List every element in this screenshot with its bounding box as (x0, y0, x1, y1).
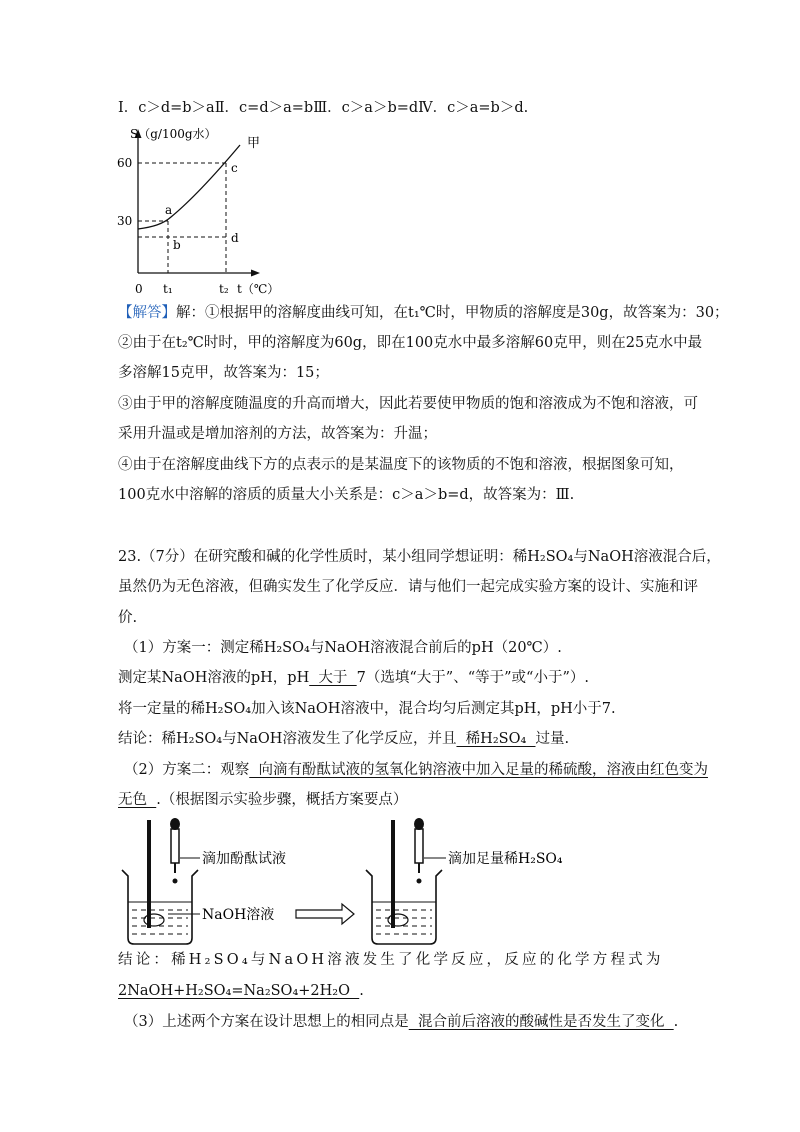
answer-blank-excess: 稀H₂SO₄ (456, 731, 536, 747)
q23-part1-mix: 将一定量的稀H₂SO₄加入该NaOH溶液中，混合均匀后测定其pH，pH小于7. (118, 701, 616, 717)
tick-t2: t₂ (219, 282, 229, 296)
answer-line-2: ②由于在t₂℃时时，甲的溶解度为60g，即在100克水中最多溶解60克甲，则在25克水中最 (118, 335, 703, 351)
q23-line-3: 价. (118, 610, 138, 626)
label-phenolphthalein: 滴加酚酞试液 (202, 851, 286, 867)
answer-blank-observe-end: 无色 (118, 792, 157, 808)
q23-part2-conclusion: 结论：稀H₂SO₄与NaOH溶液发生了化学反应，反应的化学方程式为 (118, 952, 664, 968)
beaker-2 (366, 818, 446, 944)
x-axis-label: t（℃） (237, 282, 280, 296)
options-line: Ⅰ．c＞d=b＞aⅡ．c=d＞a=bⅢ．c＞a＞b=dⅣ．c＞a=b＞d. (118, 100, 529, 116)
label-naoh: NaOH溶液 (202, 907, 275, 923)
q23-line-1: 23.（7分）在研究酸和碱的化学性质时，某小组同学想证明：稀H₂SO₄与NaOH溶液混合后， (118, 549, 721, 565)
tick-t1: t₁ (163, 282, 173, 296)
tick-60: 60 (117, 156, 133, 170)
curve-label: 甲 (247, 136, 261, 151)
answer-line-5: 采用升温或是增加溶剂的方法，故答案为：升温； (118, 426, 437, 442)
point-a: a (165, 203, 173, 217)
q23-part3: （3）上述两个方案在设计思想上的相同点是 混合前后溶液的酸碱性是否发生了变化 . (124, 1014, 679, 1030)
beaker-1 (122, 818, 200, 944)
answer-blank-observe: 向滴有酚酞试液的氢氧化钠溶液中加入足量的稀硫酸，溶液由红色变为 (249, 762, 708, 778)
q23-part1-ph: 测定某NaOH溶液的pH，pH 大于 7（选填“大于”、“等于”或“小于”）. (118, 670, 589, 686)
q23-part2-cont: 无色 .（根据图示实验步骤，概括方案要点） (118, 792, 408, 808)
answer-line-3: 多溶解15克甲，故答案为：15； (118, 365, 329, 381)
answer-line-7: 100克水中溶解的溶质的质量大小关系是：c＞a＞b=d，故答案为：Ⅲ. (118, 487, 575, 503)
origin-label: 0 (135, 282, 143, 296)
y-axis-label: S（g/100g水） (130, 127, 217, 141)
q23-line-2: 虽然仍为无色溶液，但确实发生了化学反应．请与他们一起完成实验方案的设计、实施和评 (118, 579, 698, 595)
point-c: c (231, 161, 238, 175)
answer-blank-ph: 大于 (309, 670, 357, 686)
answer-line-1: 【解答】解：①根据甲的溶解度曲线可知，在t₁℃时，甲物质的溶解度是30g，故答案为：30； (118, 305, 729, 321)
point-b: b (173, 238, 181, 252)
q23-part2-title: （2）方案二：观察 向滴有酚酞试液的氢氧化钠溶液中加入足量的稀硫酸，溶液由红色变为 (124, 762, 708, 778)
label-add-acid: 滴加足量稀H₂SO₄ (448, 851, 563, 867)
answer-line-6: ④由于在溶解度曲线下方的点表示的是某温度下的该物质的不饱和溶液，根据图象可知， (118, 457, 684, 473)
solubility-curve (138, 145, 240, 229)
solubility-graph (113, 125, 293, 300)
tick-30: 30 (117, 214, 133, 228)
answer-line-4: ③由于甲的溶解度随温度的升高而增大，因此若要使甲物质的饱和溶液成为不饱和溶液，可 (118, 396, 698, 412)
answer-blank-equation: 2NaOH+H₂SO₄=Na₂SO₄+2H₂O (118, 983, 360, 999)
q23-part1-title: （1）方案一：测定稀H₂SO₄与NaOH溶液混合前后的pH（20℃）. (124, 640, 562, 656)
answer-blank-common-point: 混合前后溶液的酸碱性是否发生了变化 (408, 1014, 674, 1030)
answer-tag: 【解答】 (118, 305, 176, 321)
point-d: d (231, 231, 239, 245)
step-arrow (296, 904, 354, 924)
experiment-figure (118, 818, 578, 948)
q23-part1-conclusion: 结论：稀H₂SO₄与NaOH溶液发生了化学反应，并且 稀H₂SO₄ 过量. (118, 731, 570, 747)
x-axis-arrow (251, 270, 260, 277)
q23-equation-line: 2NaOH+H₂SO₄=Na₂SO₄+2H₂O . (118, 983, 364, 999)
